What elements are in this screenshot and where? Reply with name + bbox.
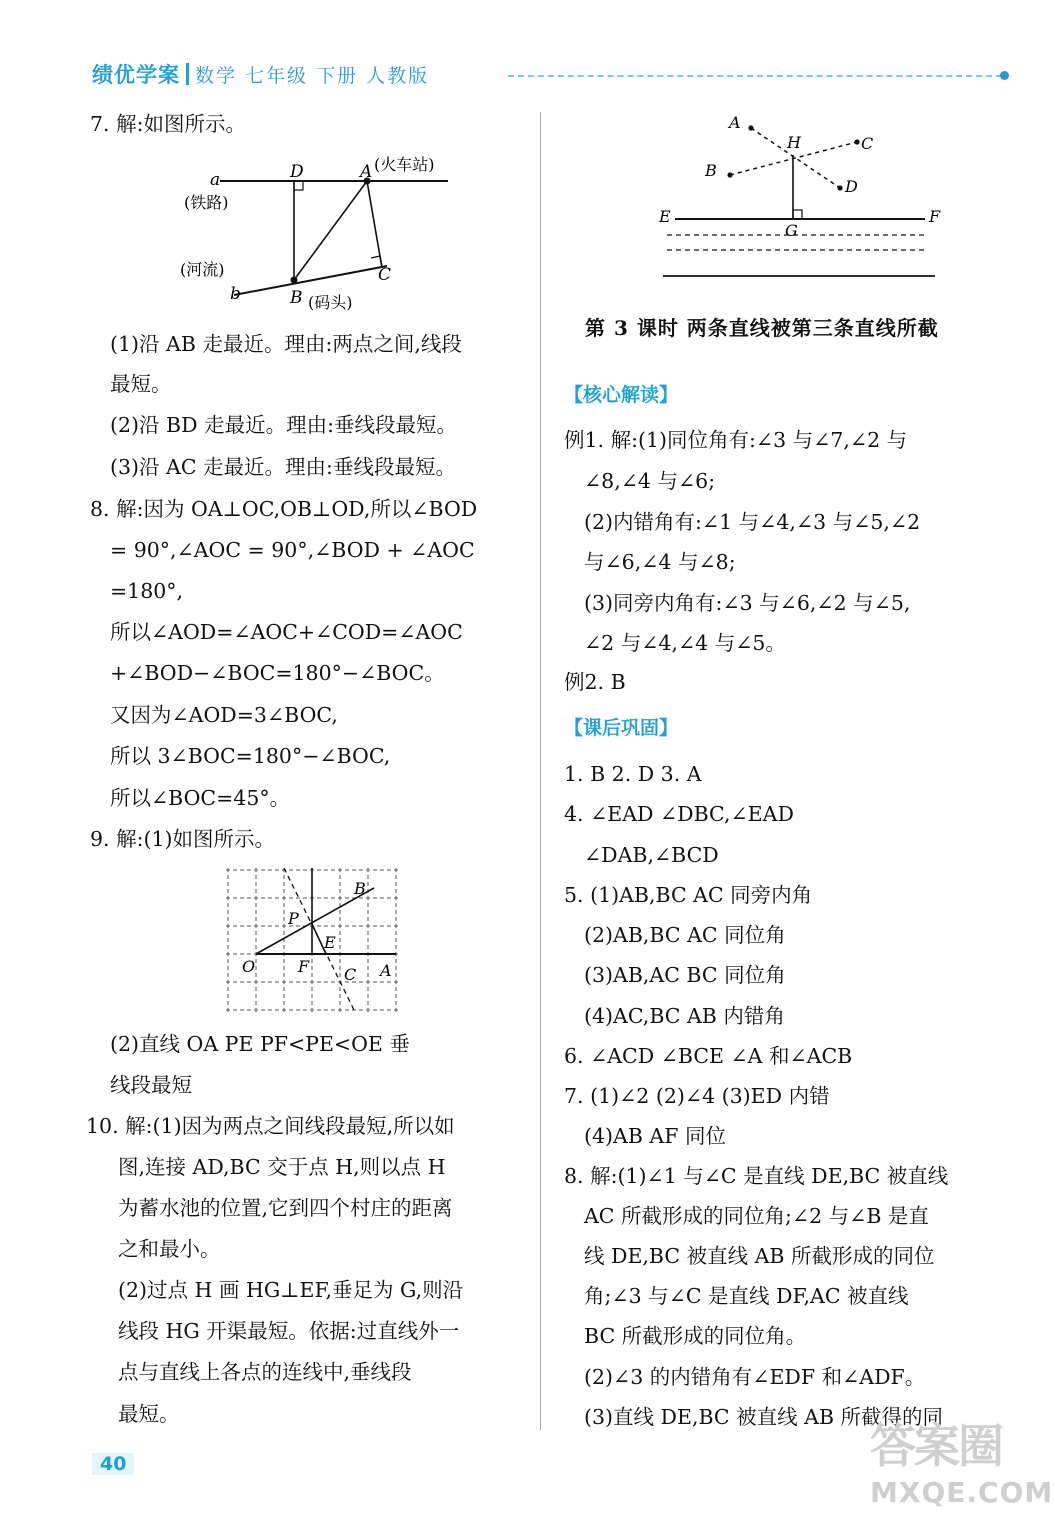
- q9-grid-figure: [226, 868, 402, 1014]
- q9-line2: (2)直线 OA PE PF<PE<OE 垂: [110, 1032, 410, 1056]
- q9-label-P: P: [288, 909, 299, 928]
- brand-divider: [186, 63, 189, 85]
- ans-8-line1: 8. 解:(1)∠1 与∠C 是直线 DE,BC 被直线: [564, 1164, 949, 1188]
- fig-label-H: H: [787, 133, 801, 152]
- q8-line4: 所以∠AOD=∠AOC+∠COD=∠AOC: [110, 620, 463, 644]
- brand-title: 绩优学案: [92, 63, 180, 87]
- q9-line1: 9. 解:(1)如图所示。: [90, 827, 276, 851]
- ans-4-line1: 4. ∠EAD ∠DBC,∠EAD: [564, 802, 794, 826]
- watermark-top: 答案圈: [870, 1419, 1002, 1473]
- q9-label-C: C: [344, 965, 357, 984]
- q7-label-A: A: [360, 162, 373, 182]
- q8-line2: = 90°,∠AOC = 90°,∠BOD + ∠AOC: [110, 538, 475, 562]
- section-review: 【课后巩固】: [564, 717, 679, 739]
- q9-label-B: B: [354, 879, 366, 898]
- ex1-line4: 与∠6,∠4 与∠8;: [584, 550, 736, 574]
- q9-line3: 线段最短: [110, 1073, 192, 1097]
- ans-7-line1: 7. (1)∠2 (2)∠4 (3)ED 内错: [564, 1084, 830, 1108]
- q7-label-dock: (码头): [308, 293, 353, 312]
- q9-label-A: A: [380, 961, 392, 980]
- ans-7-line2: (4)AB AF 同位: [584, 1124, 726, 1148]
- ans-5-line1: 5. (1)AB,BC AC 同旁内角: [564, 883, 813, 907]
- fig-label-G: G: [785, 221, 798, 240]
- q8-line7: 所以 3∠BOC=180°−∠BOC,: [110, 744, 391, 768]
- q10-line7: 点与直线上各点的连线中,垂线段: [118, 1360, 412, 1384]
- q10-line5: (2)过点 H 画 HG⊥EF,垂足为 G,则沿: [118, 1278, 464, 1302]
- q7-line4: (3)沿 AC 走最近。理由:垂线段最短。: [110, 455, 456, 479]
- ans-6: 6. ∠ACD ∠BCE ∠A 和∠ACB: [564, 1044, 853, 1068]
- q7-line2: 最短。: [110, 372, 172, 396]
- q7-line3: (2)沿 BD 走最近。理由:垂线段最短。: [110, 413, 457, 437]
- ans-8-line2: AC 所截形成的同位角;∠2 与∠B 是直: [584, 1204, 929, 1228]
- ex1-line6: ∠2 与∠4,∠4 与∠5。: [584, 631, 786, 655]
- q10-figure: [655, 110, 955, 290]
- q7-label-river: (河流): [180, 260, 225, 279]
- q9-label-F: F: [298, 957, 310, 976]
- section-core: 【核心解读】: [564, 384, 679, 406]
- fig-label-A: A: [729, 113, 741, 132]
- ex1-line2: ∠8,∠4 与∠6;: [584, 469, 716, 493]
- q7-label-b: b: [230, 284, 241, 304]
- page-number: 40: [92, 1453, 134, 1475]
- header-subtitle: 数学 七年级 下册 人教版: [195, 64, 430, 87]
- q9-label-E: E: [324, 933, 336, 952]
- watermark: [870, 1410, 1054, 1525]
- ans-8-line5: BC 所截形成的同位角。: [584, 1324, 807, 1348]
- q8-line6: 又因为∠AOD=3∠BOC,: [110, 703, 338, 727]
- ex1-line5: (3)同旁内角有:∠3 与∠6,∠2 与∠5,: [584, 591, 911, 615]
- ans-8-line6: (2)∠3 的内错角有∠EDF 和∠ADF。: [584, 1365, 926, 1389]
- q7-label-C: C: [378, 265, 392, 285]
- q7-line1: (1)沿 AB 走最近。理由:两点之间,线段: [110, 332, 462, 356]
- ex2-line: 例2. B: [564, 670, 626, 694]
- q7-label-station: (火车站): [374, 155, 435, 174]
- q7-figure: [172, 150, 482, 315]
- watermark-bottom: MXQE.COM: [870, 1476, 1054, 1509]
- ans-4-line2: ∠DAB,∠BCD: [584, 843, 719, 867]
- q10-line6: 线段 HG 开渠最短。依据:过直线外一: [118, 1319, 460, 1343]
- q7-title: 7. 解:如图所示。: [90, 112, 246, 136]
- q10-line3: 为蓄水池的位置,它到四个村庄的距离: [118, 1196, 453, 1220]
- fig-label-E: E: [659, 207, 671, 226]
- q9-label-O: O: [242, 957, 256, 976]
- page-header: [92, 60, 429, 88]
- ans-1-3: 1. B 2. D 3. A: [564, 762, 702, 786]
- q8-line1: 8. 解:因为 OA⊥OC,OB⊥OD,所以∠BOD: [90, 497, 478, 521]
- q8-line5: +∠BOD−∠BOC=180°−∠BOC。: [110, 661, 445, 685]
- q10-line2: 图,连接 AD,BC 交于点 H,则以点 H: [118, 1155, 446, 1179]
- header-dot: [1000, 71, 1009, 80]
- ans-8-line7: (3)直线 DE,BC 被直线 AB 所截得的同: [584, 1405, 944, 1429]
- ans-5-line3: (3)AB,AC BC 同位角: [584, 963, 786, 987]
- ans-5-line4: (4)AC,BC AB 内错角: [584, 1004, 785, 1028]
- q7-label-B: B: [290, 288, 303, 308]
- q7-label-a: a: [210, 170, 221, 190]
- column-divider: [540, 112, 541, 1430]
- ans-5-line2: (2)AB,BC AC 同位角: [584, 923, 786, 947]
- ex1-line3: (2)内错角有:∠1 与∠4,∠3 与∠5,∠2: [584, 510, 921, 534]
- q7-label-D: D: [290, 162, 304, 182]
- q10-line4: 之和最小。: [118, 1237, 221, 1261]
- ex1-line1: 例1. 解:(1)同位角有:∠3 与∠7,∠2 与: [564, 428, 908, 452]
- q8-line8: 所以∠BOC=45°。: [110, 786, 291, 810]
- ans-8-line4: 角;∠3 与∠C 是直线 DF,AC 被直线: [584, 1284, 909, 1308]
- fig-label-F: F: [929, 207, 941, 226]
- ans-8-line3: 线 DE,BC 被直线 AB 所截形成的同位: [584, 1244, 935, 1268]
- fig-label-D: D: [845, 177, 858, 196]
- q7-label-rail: (铁路): [184, 193, 229, 212]
- q10-line1: 10. 解:(1)因为两点之间线段最短,所以如: [86, 1114, 455, 1138]
- lesson-title: 第 3 课时 两条直线被第三条直线所截: [585, 316, 939, 340]
- q8-line3: =180°,: [110, 579, 184, 603]
- q10-line8: 最短。: [118, 1402, 180, 1426]
- header-dashed-rule: [508, 75, 1002, 77]
- fig-label-B: B: [705, 161, 717, 180]
- fig-label-C: C: [861, 134, 874, 153]
